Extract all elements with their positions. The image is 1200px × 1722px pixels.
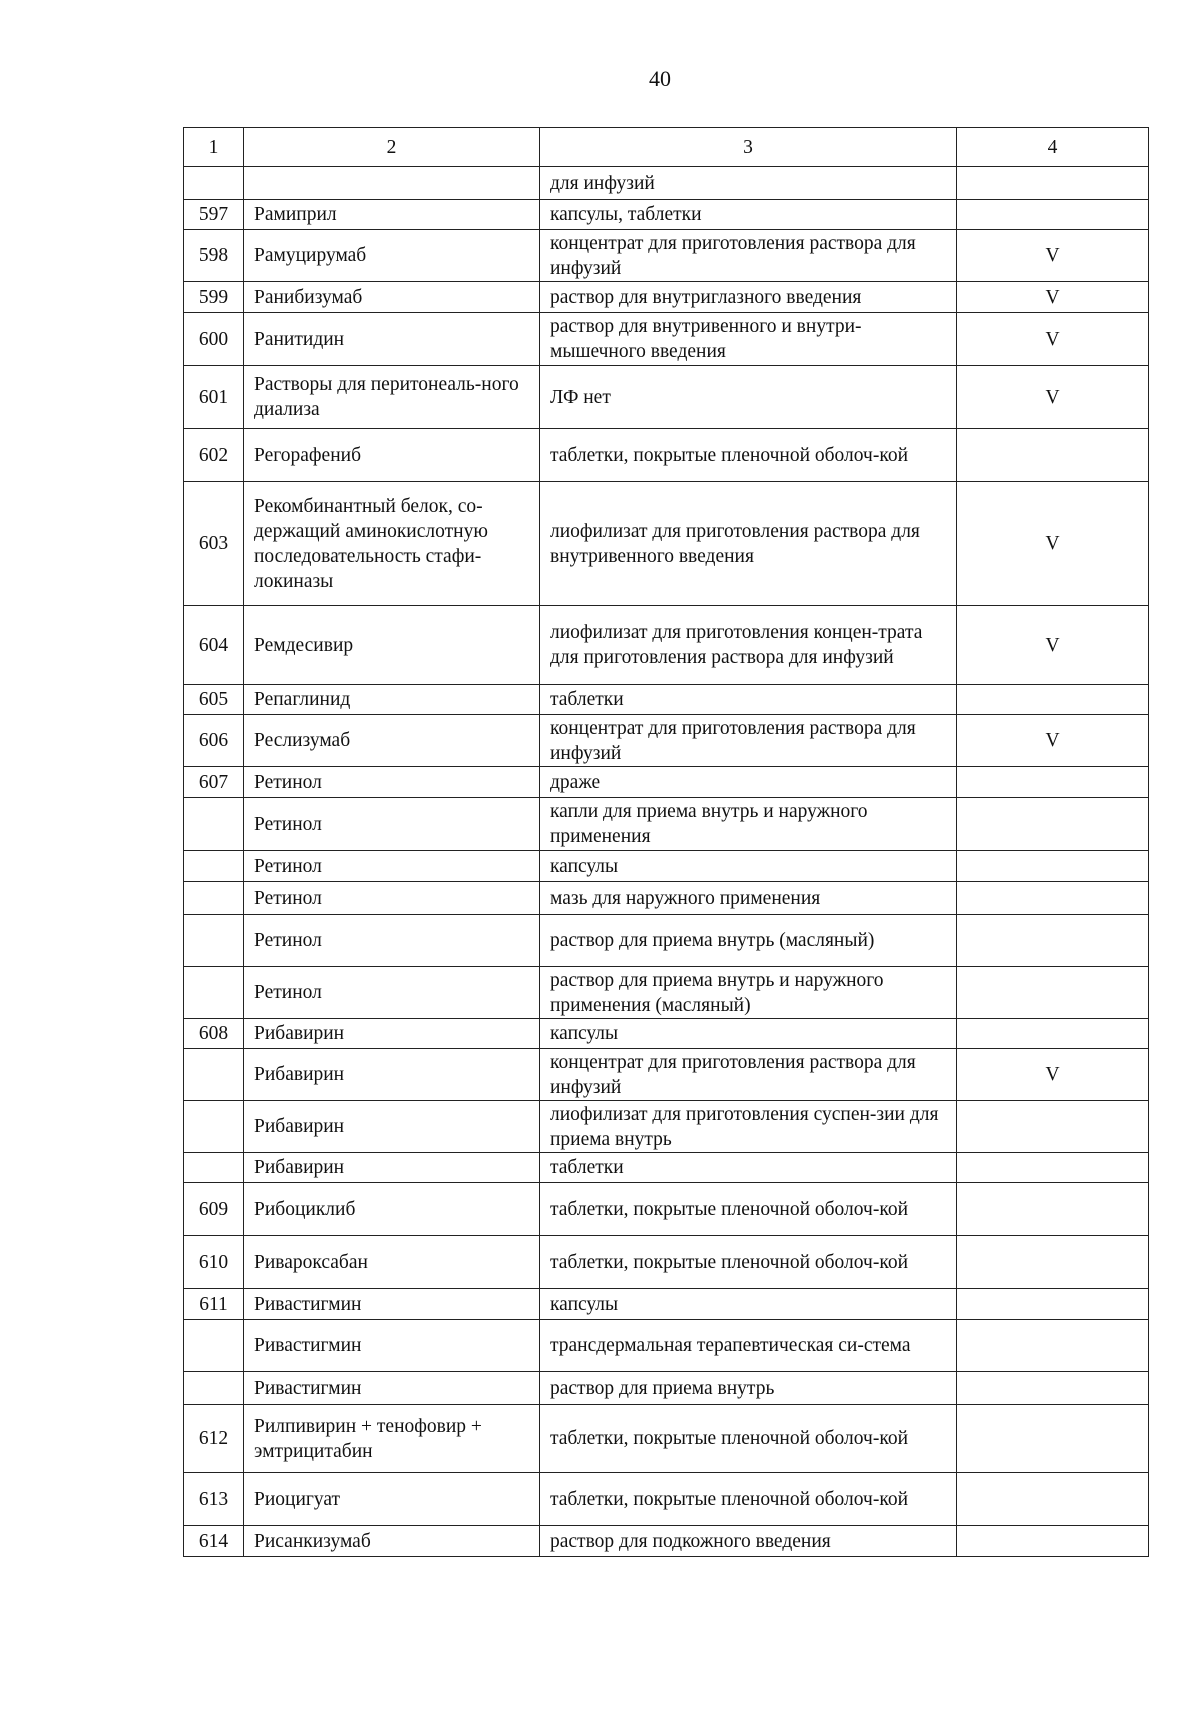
drug-name: Ретинол <box>244 967 540 1019</box>
dosage-form: лиофилизат для приготовления суспен-зии для приема внутрь <box>540 1101 957 1153</box>
dosage-form: концентрат для приготовления раствора для инфузий <box>540 230 957 282</box>
dosage-form: раствор для внутривенного и внутри-мышечного введения <box>540 313 957 366</box>
row-number: 613 <box>184 1473 244 1526</box>
dosage-form: раствор для подкожного введения <box>540 1526 957 1557</box>
vital-mark <box>957 1289 1149 1320</box>
table-row <box>184 1049 1149 1101</box>
drug-name: Ранитидин <box>244 313 540 366</box>
drug-name: Репаглинид <box>244 685 540 715</box>
vital-mark <box>957 167 1149 200</box>
drug-name: Реслизумаб <box>244 715 540 767</box>
table-row <box>184 282 1149 313</box>
row-number: 606 <box>184 715 244 767</box>
table-row <box>184 200 1149 230</box>
drug-name: Рамуцирумаб <box>244 230 540 282</box>
table-row <box>184 1289 1149 1320</box>
vital-mark: V <box>957 230 1149 282</box>
table-row <box>184 1526 1149 1557</box>
row-number <box>184 167 244 200</box>
vital-mark: V <box>957 482 1149 606</box>
drug-name: Рисанкизумаб <box>244 1526 540 1557</box>
dosage-form: таблетки, покрытые пленочной оболоч-кой <box>540 1183 957 1236</box>
dosage-form: таблетки, покрытые пленочной оболоч-кой <box>540 429 957 482</box>
table-row <box>184 685 1149 715</box>
drug-name: Ретинол <box>244 851 540 882</box>
dosage-form: капсулы, таблетки <box>540 200 957 230</box>
table-row <box>184 1153 1149 1183</box>
dosage-form: капсулы <box>540 1019 957 1049</box>
row-number: 608 <box>184 1019 244 1049</box>
drug-name: Ранибизумаб <box>244 282 540 313</box>
drug-name: Ретинол <box>244 882 540 915</box>
dosage-form: ЛФ нет <box>540 366 957 429</box>
row-number <box>184 1153 244 1183</box>
drug-name: Ретинол <box>244 915 540 967</box>
vital-mark: V <box>957 313 1149 366</box>
row-number <box>184 1101 244 1153</box>
row-number: 605 <box>184 685 244 715</box>
table-row <box>184 313 1149 366</box>
row-number: 614 <box>184 1526 244 1557</box>
vital-mark <box>957 967 1149 1019</box>
table-row <box>184 230 1149 282</box>
table-row <box>184 715 1149 767</box>
vital-mark <box>957 767 1149 798</box>
dosage-form: таблетки <box>540 1153 957 1183</box>
table-row <box>184 1320 1149 1372</box>
table-row <box>184 851 1149 882</box>
drug-name: Ретинол <box>244 767 540 798</box>
row-number <box>184 1049 244 1101</box>
drug-name: Регорафениб <box>244 429 540 482</box>
row-number: 609 <box>184 1183 244 1236</box>
drug-name: Растворы для перитонеаль-ного диализа <box>244 366 540 429</box>
drug-name: Ривастигмин <box>244 1289 540 1320</box>
vital-mark <box>957 915 1149 967</box>
table-row <box>184 915 1149 967</box>
table-row <box>184 1236 1149 1289</box>
vital-mark <box>957 1183 1149 1236</box>
dosage-form: раствор для приема внутрь (масляный) <box>540 915 957 967</box>
vital-mark <box>957 1405 1149 1473</box>
vital-mark <box>957 429 1149 482</box>
vital-mark: V <box>957 606 1149 685</box>
dosage-form: раствор для приема внутрь и наружного применения (масляный) <box>540 967 957 1019</box>
row-number <box>184 882 244 915</box>
drug-name: Рибавирин <box>244 1049 540 1101</box>
table-row <box>184 1405 1149 1473</box>
vital-mark <box>957 1320 1149 1372</box>
table-row <box>184 1019 1149 1049</box>
table-row <box>184 366 1149 429</box>
table-row <box>184 798 1149 851</box>
vital-mark <box>957 1153 1149 1183</box>
vital-mark: V <box>957 1049 1149 1101</box>
column-header-2: 2 <box>244 128 540 167</box>
drug-name: Рилпивирин + тенофовир + эмтрицитабин <box>244 1405 540 1473</box>
row-number <box>184 1372 244 1405</box>
dosage-form: таблетки, покрытые пленочной оболоч-кой <box>540 1473 957 1526</box>
dosage-form: капли для приема внутрь и наружного применения <box>540 798 957 851</box>
table-row <box>184 606 1149 685</box>
table-header-row <box>184 128 1149 167</box>
dosage-form: концентрат для приготовления раствора для инфузий <box>540 715 957 767</box>
column-header-4: 4 <box>957 128 1149 167</box>
vital-mark: V <box>957 366 1149 429</box>
vital-mark <box>957 200 1149 230</box>
vital-mark <box>957 1019 1149 1049</box>
page-number: 40 <box>649 66 671 91</box>
vital-mark <box>957 1526 1149 1557</box>
dosage-form: лиофилизат для приготовления концен-трата для приготовления раствора для инфузий <box>540 606 957 685</box>
dosage-form: для инфузий <box>540 167 957 200</box>
vital-mark <box>957 1236 1149 1289</box>
dosage-form: трансдермальная терапевтическая си-стема <box>540 1320 957 1372</box>
table-row <box>184 1101 1149 1153</box>
row-number: 597 <box>184 200 244 230</box>
table-row <box>184 767 1149 798</box>
dosage-form: таблетки, покрытые пленочной оболоч-кой <box>540 1405 957 1473</box>
drug-name: Рибавирин <box>244 1101 540 1153</box>
row-number <box>184 1320 244 1372</box>
row-number: 611 <box>184 1289 244 1320</box>
row-number: 612 <box>184 1405 244 1473</box>
dosage-form: капсулы <box>540 1289 957 1320</box>
vital-mark <box>957 685 1149 715</box>
table-row <box>184 967 1149 1019</box>
vital-mark <box>957 1372 1149 1405</box>
vital-mark <box>957 798 1149 851</box>
row-number: 603 <box>184 482 244 606</box>
drug-name: Рекомбинантный белок, со-держащий аминокислотную последовательность стафи-локиназы <box>244 482 540 606</box>
dosage-form: мазь для наружного применения <box>540 882 957 915</box>
dosage-form: раствор для внутриглазного введения <box>540 282 957 313</box>
row-number: 598 <box>184 230 244 282</box>
row-number <box>184 915 244 967</box>
row-number: 600 <box>184 313 244 366</box>
drug-name: Ривароксабан <box>244 1236 540 1289</box>
drug-table <box>183 127 1149 1557</box>
column-header-3: 3 <box>540 128 957 167</box>
drug-name: Ретинол <box>244 798 540 851</box>
table-row <box>184 1473 1149 1526</box>
drug-name: Ремдесивир <box>244 606 540 685</box>
row-number: 607 <box>184 767 244 798</box>
table-row <box>184 882 1149 915</box>
drug-name: Ривастигмин <box>244 1320 540 1372</box>
drug-name: Риоцигуат <box>244 1473 540 1526</box>
dosage-form: раствор для приема внутрь <box>540 1372 957 1405</box>
dosage-form: концентрат для приготовления раствора для инфузий <box>540 1049 957 1101</box>
vital-mark <box>957 1473 1149 1526</box>
vital-mark: V <box>957 282 1149 313</box>
dosage-form: таблетки <box>540 685 957 715</box>
drug-name: Рибавирин <box>244 1019 540 1049</box>
dosage-form: драже <box>540 767 957 798</box>
vital-mark: V <box>957 715 1149 767</box>
table-row <box>184 482 1149 606</box>
table-row <box>184 429 1149 482</box>
row-number: 602 <box>184 429 244 482</box>
vital-mark <box>957 1101 1149 1153</box>
drug-name: Рибоциклиб <box>244 1183 540 1236</box>
vital-mark <box>957 882 1149 915</box>
row-number <box>184 798 244 851</box>
vital-mark <box>957 851 1149 882</box>
dosage-form: таблетки, покрытые пленочной оболоч-кой <box>540 1236 957 1289</box>
table-body <box>184 167 1149 1557</box>
column-header-1: 1 <box>184 128 244 167</box>
dosage-form: лиофилизат для приготовления раствора для внутривенного введения <box>540 482 957 606</box>
drug-name: Рибавирин <box>244 1153 540 1183</box>
drug-name: Рамиприл <box>244 200 540 230</box>
dosage-form: капсулы <box>540 851 957 882</box>
row-number: 610 <box>184 1236 244 1289</box>
table-row <box>184 167 1149 200</box>
drug-name: Ривастигмин <box>244 1372 540 1405</box>
row-number <box>184 851 244 882</box>
row-number: 599 <box>184 282 244 313</box>
row-number: 601 <box>184 366 244 429</box>
row-number <box>184 967 244 1019</box>
row-number: 604 <box>184 606 244 685</box>
table-row <box>184 1183 1149 1236</box>
drug-name <box>244 167 540 200</box>
table-row <box>184 1372 1149 1405</box>
